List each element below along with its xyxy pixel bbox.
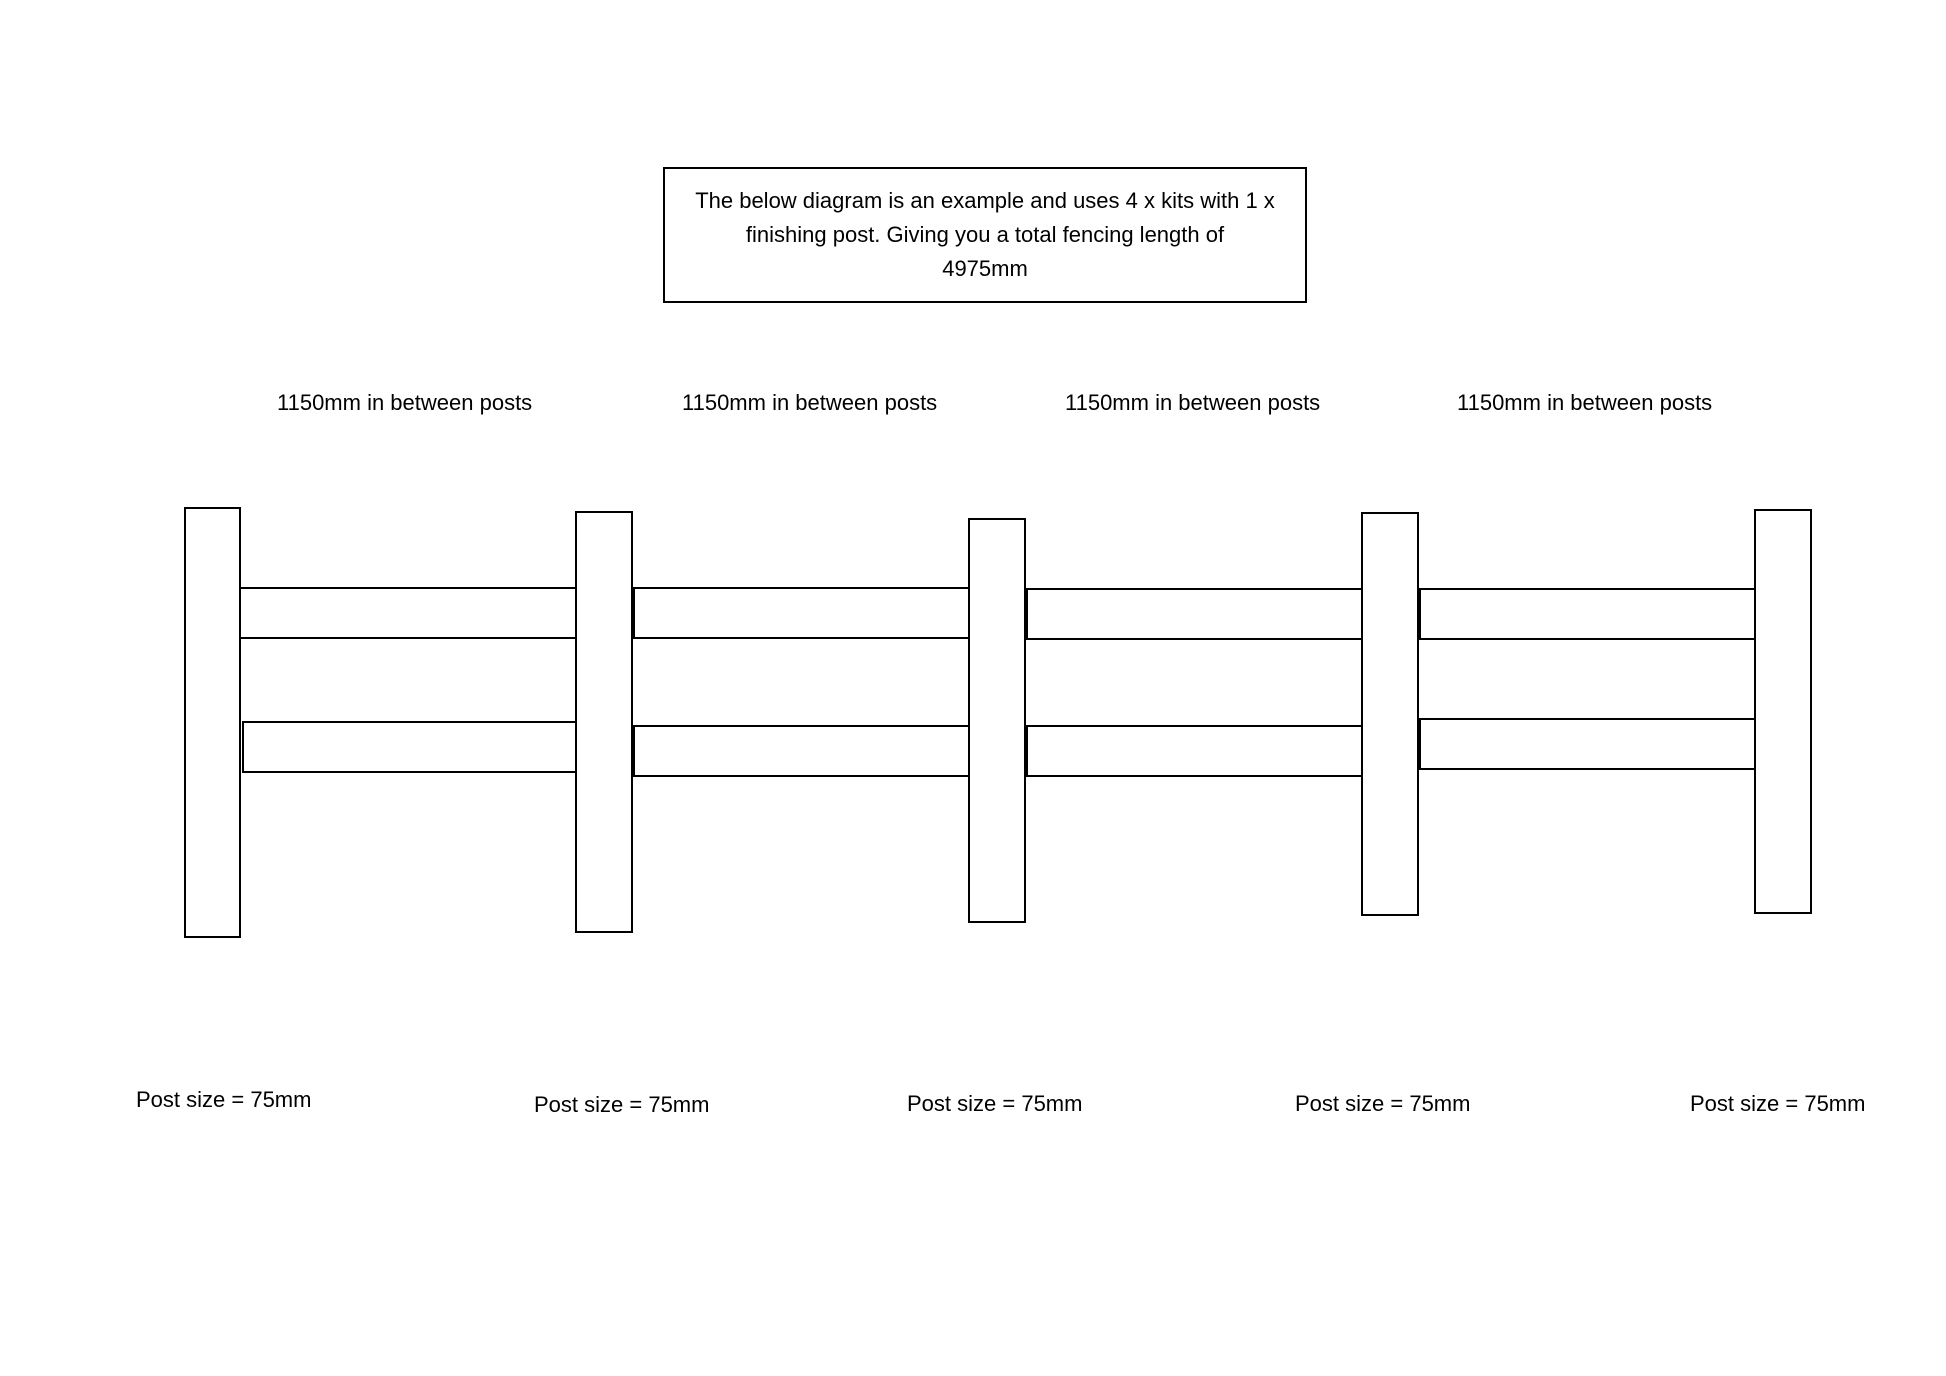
top-rail-bay-2 bbox=[633, 587, 973, 639]
fence-post-2 bbox=[575, 511, 633, 933]
post-size-label-1: Post size = 75mm bbox=[136, 1087, 312, 1112]
fence-post-3 bbox=[968, 518, 1026, 923]
fence-post-1 bbox=[184, 507, 241, 938]
bottom-rail-bay-3 bbox=[1026, 725, 1366, 777]
bottom-rail-bay-1 bbox=[242, 721, 580, 773]
bottom-rail-bay-4 bbox=[1419, 718, 1758, 770]
spacing-label-1: 1150mm in between posts bbox=[277, 390, 533, 415]
post-size-label-4: Post size = 75mm bbox=[1295, 1091, 1471, 1116]
bottom-rail-bay-2 bbox=[633, 725, 973, 777]
top-rail-bay-1 bbox=[238, 587, 579, 639]
fence-post-5-finishing bbox=[1754, 509, 1812, 914]
top-rail-bay-3 bbox=[1026, 588, 1366, 640]
post-size-label-3: Post size = 75mm bbox=[907, 1091, 1083, 1116]
spacing-label-2: 1150mm in between posts bbox=[682, 390, 938, 415]
note-line-3: 4975mm bbox=[942, 256, 1028, 281]
note-box bbox=[663, 167, 1307, 303]
spacing-label-3: 1150mm in between posts bbox=[1065, 390, 1321, 415]
note-line-1: The below diagram is an example and uses 4 x kits with 1 x bbox=[695, 188, 1275, 213]
fence-post-4 bbox=[1361, 512, 1419, 916]
post-size-label-5: Post size = 75mm bbox=[1690, 1091, 1866, 1116]
note-line-2: finishing post. Giving you a total fencing length of bbox=[745, 222, 1225, 247]
post-size-label-2: Post size = 75mm bbox=[534, 1092, 710, 1117]
top-rail-bay-4 bbox=[1419, 588, 1758, 640]
spacing-label-4: 1150mm in between posts bbox=[1457, 390, 1713, 415]
